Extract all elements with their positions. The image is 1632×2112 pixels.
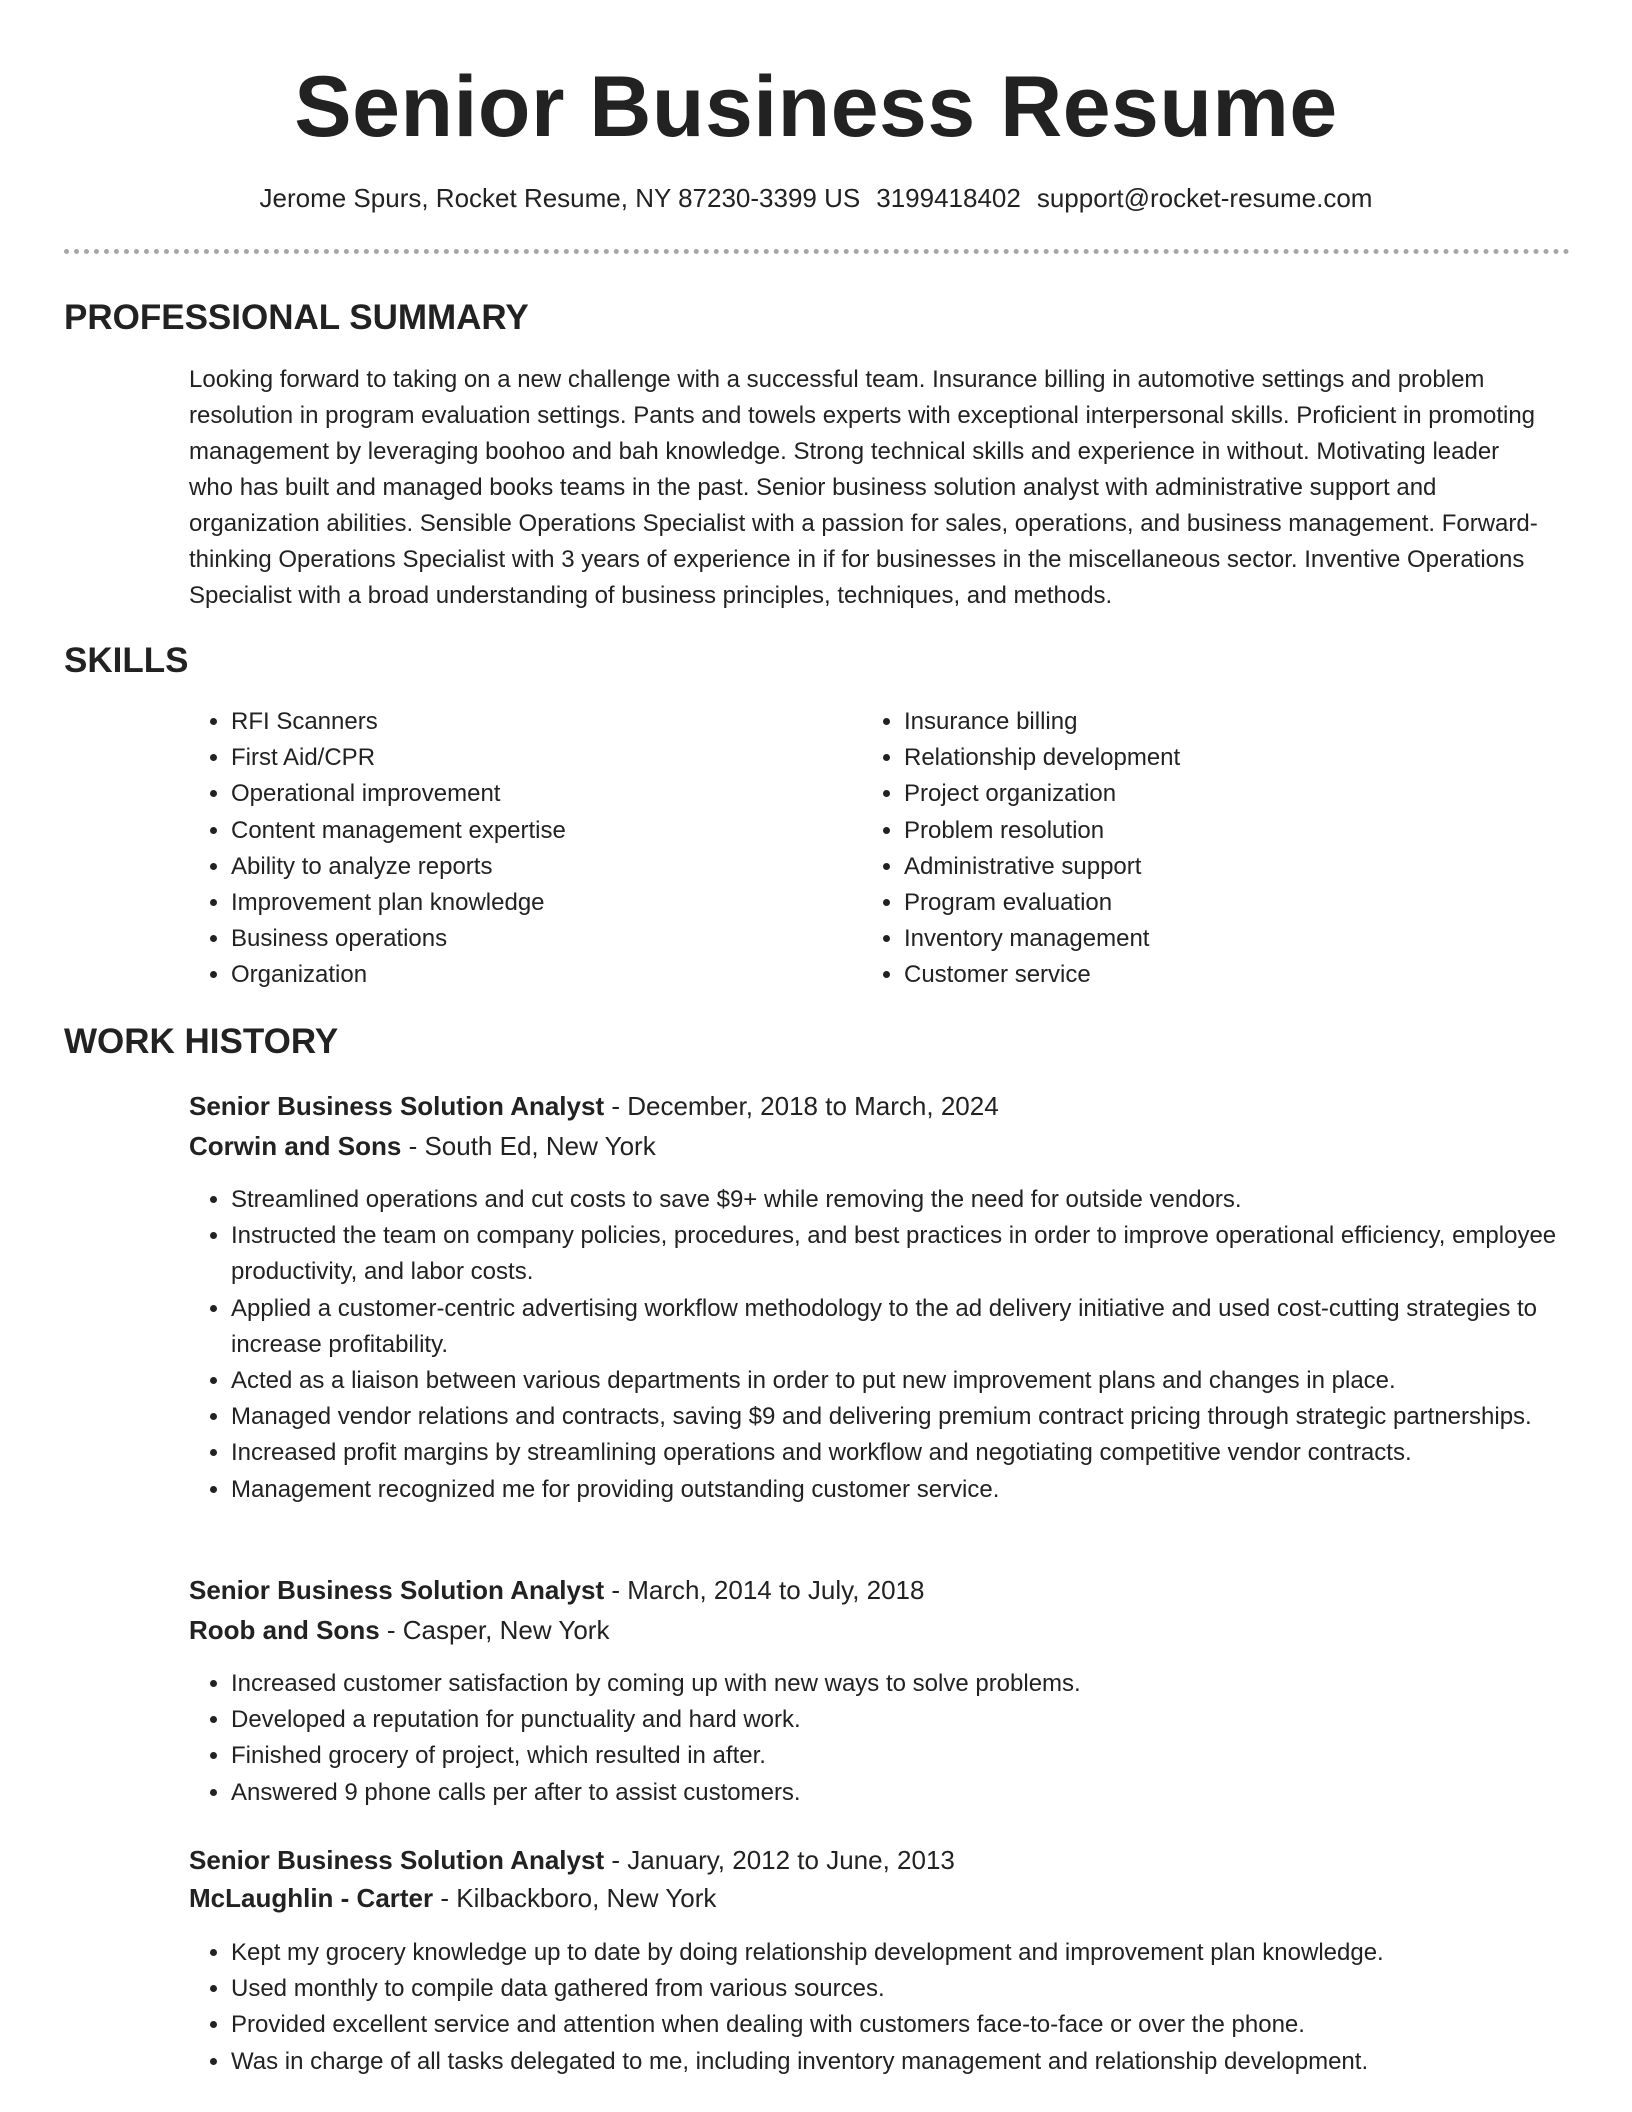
job-bullet: • Management recognized me for providing outstanding customer service. bbox=[231, 1472, 1571, 1508]
summary-text: Looking forward to taking on a new challenge with a successful team. Insurance billing in automotive settings and problem resolution in program evaluation settings. Pants and towels experts with exceptional interpersonal skills. Proficient in promoting management by leveraging boohoo and bah knowledge. Strong technical skills and experience in without. Motivating leader who has built and managed books teams in the past. Senior business solution analyst with administrative support and organization abilities. Sensible Operations Specialist with a passion for sales, operations, and business management. Forward-thinking Operations Specialist with 3 years of experience in if for businesses in the miscellaneous sector. Inventive Operations Specialist with a broad understanding of business principles, techniques, and methods. bbox=[189, 366, 1538, 609]
skill-item: • Content management expertise bbox=[231, 813, 831, 849]
job-bullet: • Applied a customer-centric advertising workflow methodology to the ad delivery initiative and used cost-cutting strategies to increase profitability. bbox=[231, 1291, 1571, 1363]
job-bullet: • Finished grocery of project, which resulted in after. bbox=[231, 1738, 1571, 1774]
resume-title: Senior Business Resume bbox=[294, 59, 1338, 155]
job-dates: - December, 2018 to March, 2024 bbox=[604, 1091, 999, 1121]
skill-item: • Problem resolution bbox=[904, 813, 1504, 849]
job-bullet: • Used monthly to compile data gathered from various sources. bbox=[231, 1971, 1571, 2007]
job-bullet: • Was in charge of all tasks delegated to me, including inventory management and relationship development. bbox=[231, 2044, 1571, 2080]
job-bullet: • Streamlined operations and cut costs to save $9+ while removing the need for outside vendors. bbox=[231, 1182, 1571, 1218]
job-dates: - January, 2012 to June, 2013 bbox=[604, 1845, 955, 1875]
job-company: McLaughlin - Carter bbox=[189, 1883, 434, 1913]
job-title: Senior Business Solution Analyst bbox=[189, 1845, 605, 1875]
skill-item: • Business operations bbox=[231, 921, 831, 957]
skill-item: • Relationship development bbox=[904, 740, 1504, 776]
skill-item: • Ability to analyze reports bbox=[231, 849, 831, 885]
job-company-line bbox=[189, 1612, 609, 1648]
job-bullet-list bbox=[187, 1666, 1571, 1811]
summary-heading: PROFESSIONAL SUMMARY bbox=[64, 298, 529, 337]
contact-line bbox=[0, 180, 1632, 216]
skills-heading: SKILLS bbox=[64, 641, 189, 680]
skill-item: • Administrative support bbox=[904, 849, 1504, 885]
skills-list-right bbox=[860, 704, 1504, 994]
job-bullet: • Managed vendor relations and contracts, saving $9 and delivering premium contract pricing through strategic partnerships. bbox=[231, 1399, 1571, 1435]
job-location: - Casper, New York bbox=[379, 1615, 610, 1645]
job-bullet: • Increased customer satisfaction by coming up with new ways to solve problems. bbox=[231, 1666, 1571, 1702]
job-location: - South Ed, New York bbox=[401, 1131, 656, 1161]
skill-item: • Inventory management bbox=[904, 921, 1504, 957]
job-title: Senior Business Solution Analyst bbox=[189, 1091, 605, 1121]
skill-item: • Insurance billing bbox=[904, 704, 1504, 740]
job-title-line bbox=[189, 1572, 924, 1608]
contact-address: Jerome Spurs, Rocket Resume, NY 87230-3399 US bbox=[259, 183, 861, 213]
contact-phone: 3199418402 bbox=[876, 183, 1021, 213]
job-title-line bbox=[189, 1088, 999, 1124]
skill-item: • First Aid/CPR bbox=[231, 740, 831, 776]
skill-item: • Customer service bbox=[904, 957, 1504, 993]
job-company-line bbox=[189, 1880, 716, 1916]
job-company-line bbox=[189, 1128, 656, 1164]
job-company: Roob and Sons bbox=[189, 1615, 380, 1645]
job-company: Corwin and Sons bbox=[189, 1131, 402, 1161]
work-history-heading: WORK HISTORY bbox=[64, 1022, 339, 1061]
skill-item: • Organization bbox=[231, 957, 831, 993]
skill-item: • Program evaluation bbox=[904, 885, 1504, 921]
job-title-line bbox=[189, 1842, 955, 1878]
job-title: Senior Business Solution Analyst bbox=[189, 1575, 605, 1605]
job-bullet: • Developed a reputation for punctuality and hard work. bbox=[231, 1702, 1571, 1738]
job-dates: - March, 2014 to July, 2018 bbox=[604, 1575, 925, 1605]
job-bullet-list bbox=[187, 1182, 1571, 1508]
job-bullet: • Kept my grocery knowledge up to date by doing relationship development and improvement plan knowledge. bbox=[231, 1935, 1571, 1971]
contact-email: support@rocket-resume.com bbox=[1036, 183, 1373, 213]
job-bullet-list bbox=[187, 1935, 1571, 2080]
skills-list-left bbox=[187, 704, 831, 994]
job-bullet: • Provided excellent service and attention when dealing with customers face-to-face or over the phone. bbox=[231, 2007, 1571, 2043]
job-bullet: • Instructed the team on company policies, procedures, and best practices in order to improve operational efficiency, employee productivity, and labor costs. bbox=[231, 1218, 1571, 1290]
skill-item: • Operational improvement bbox=[231, 776, 831, 812]
job-bullet: • Answered 9 phone calls per after to assist customers. bbox=[231, 1775, 1571, 1811]
skill-item: • RFI Scanners bbox=[231, 704, 831, 740]
job-bullet: • Acted as a liaison between various departments in order to put new improvement plans and changes in place. bbox=[231, 1363, 1571, 1399]
skill-item: • Project organization bbox=[904, 776, 1504, 812]
job-bullet: • Increased profit margins by streamlining operations and workflow and negotiating competitive vendor contracts. bbox=[231, 1435, 1571, 1471]
header-divider bbox=[64, 249, 1570, 254]
job-location: - Kilbackboro, New York bbox=[433, 1883, 717, 1913]
skill-item: • Improvement plan knowledge bbox=[231, 885, 831, 921]
